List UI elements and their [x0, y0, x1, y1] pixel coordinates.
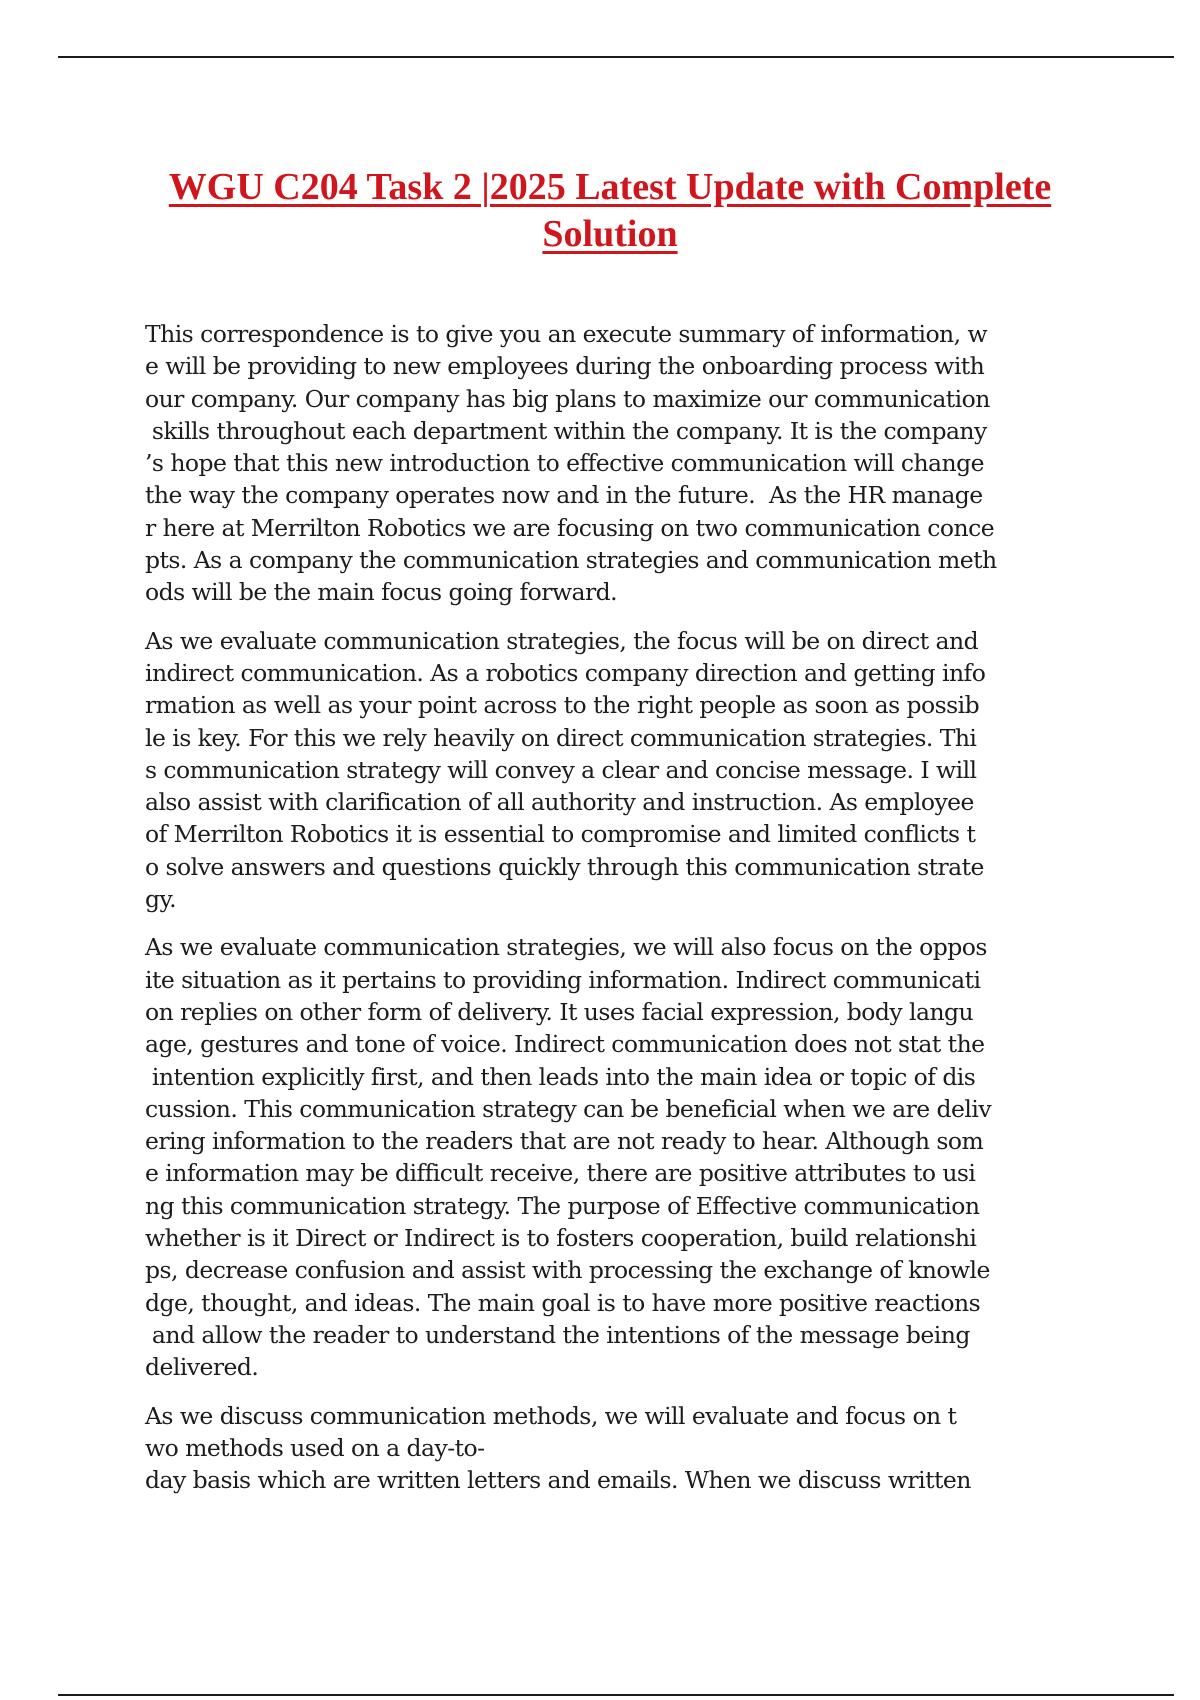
text-line: le is key. For this we rely heavily on direct communication strategies. Thi [145, 723, 977, 752]
footer-rule [58, 1694, 1174, 1696]
title-line: WGU C204 Task 2 |2025 Latest Update with Complete [168, 166, 1052, 208]
text-line: ps, decrease confusion and assist with processing the exchange of knowle [145, 1256, 990, 1285]
text-line: ng this communication strategy. The purpose of Effective communication [145, 1191, 980, 1220]
text-line: cussion. This communication strategy can be beneficial when we are deliv [145, 1094, 992, 1123]
paragraph-indirect-communication [145, 931, 1090, 1383]
text-line: delivered. [145, 1353, 259, 1382]
text-line: ods will be the main focus going forward. [145, 578, 618, 607]
text-line: dge, thought, and ideas. The main goal is to have more positive reactions [145, 1288, 981, 1317]
text-line: gy. [145, 885, 177, 914]
text-line: our company. Our company has big plans to maximize our communication [145, 384, 990, 413]
text-line: ’s hope that this new introduction to effective communication will change [145, 449, 984, 478]
text-line: As we evaluate communication strategies, the focus will be on direct and [145, 626, 979, 655]
text-line: and allow the reader to understand the intentions of the message being [145, 1320, 970, 1349]
text-line: s communication strategy will convey a clear and concise message. I will [145, 755, 977, 784]
title-line: Solution [542, 213, 678, 255]
text-line: whether is it Direct or Indirect is to fosters cooperation, build relationshi [145, 1224, 977, 1253]
text-line: intention explicitly first, and then leads into the main idea or topic of dis [145, 1062, 976, 1091]
text-line: day basis which are written letters and emails. When we discuss written [145, 1466, 971, 1495]
text-line: skills throughout each department within the company. It is the company [145, 416, 987, 445]
text-line: e information may be difficult receive, there are positive attributes to usi [145, 1159, 976, 1188]
text-line: on replies on other form of delivery. It uses facial expression, body langu [145, 997, 974, 1026]
text-line: e will be providing to new employees during the onboarding process with [145, 352, 985, 381]
text-line: o solve answers and questions quickly through this communication strate [145, 852, 984, 881]
text-line: also assist with clarification of all authority and instruction. As employee [145, 788, 974, 817]
text-line: indirect communication. As a robotics company direction and getting info [145, 658, 986, 687]
text-line: age, gestures and tone of voice. Indirect communication does not stat the [145, 1030, 985, 1059]
text-line: As we discuss communication methods, we will evaluate and focus on t [145, 1401, 957, 1430]
paragraph-communication-methods [145, 1400, 1090, 1497]
text-line: the way the company operates now and in the future. As the HR manage [145, 481, 983, 510]
text-line: wo methods used on a day-to- [145, 1433, 485, 1462]
header-rule [58, 56, 1174, 58]
text-line: This correspondence is to give you an execute summary of information, w [145, 320, 988, 348]
paragraph-direct-communication [145, 625, 1090, 916]
text-line: of Merrilton Robotics it is essential to compromise and limited conflicts t [145, 820, 976, 849]
text-line: ite situation as it pertains to providing information. Indirect communicati [145, 965, 981, 994]
text-line: rmation as well as your point across to the right people as soon as possib [145, 691, 980, 720]
text-line: r here at Merrilton Robotics we are focusing on two communication conce [145, 513, 995, 542]
text-line: ering information to the readers that are not ready to hear. Although som [145, 1127, 984, 1156]
document-title [130, 164, 1090, 258]
paragraph-intro [145, 318, 1090, 609]
document-body [145, 318, 1090, 1512]
text-line: pts. As a company the communication strategies and communication meth [145, 546, 997, 575]
text-line: As we evaluate communication strategies, we will also focus on the oppos [145, 933, 987, 962]
